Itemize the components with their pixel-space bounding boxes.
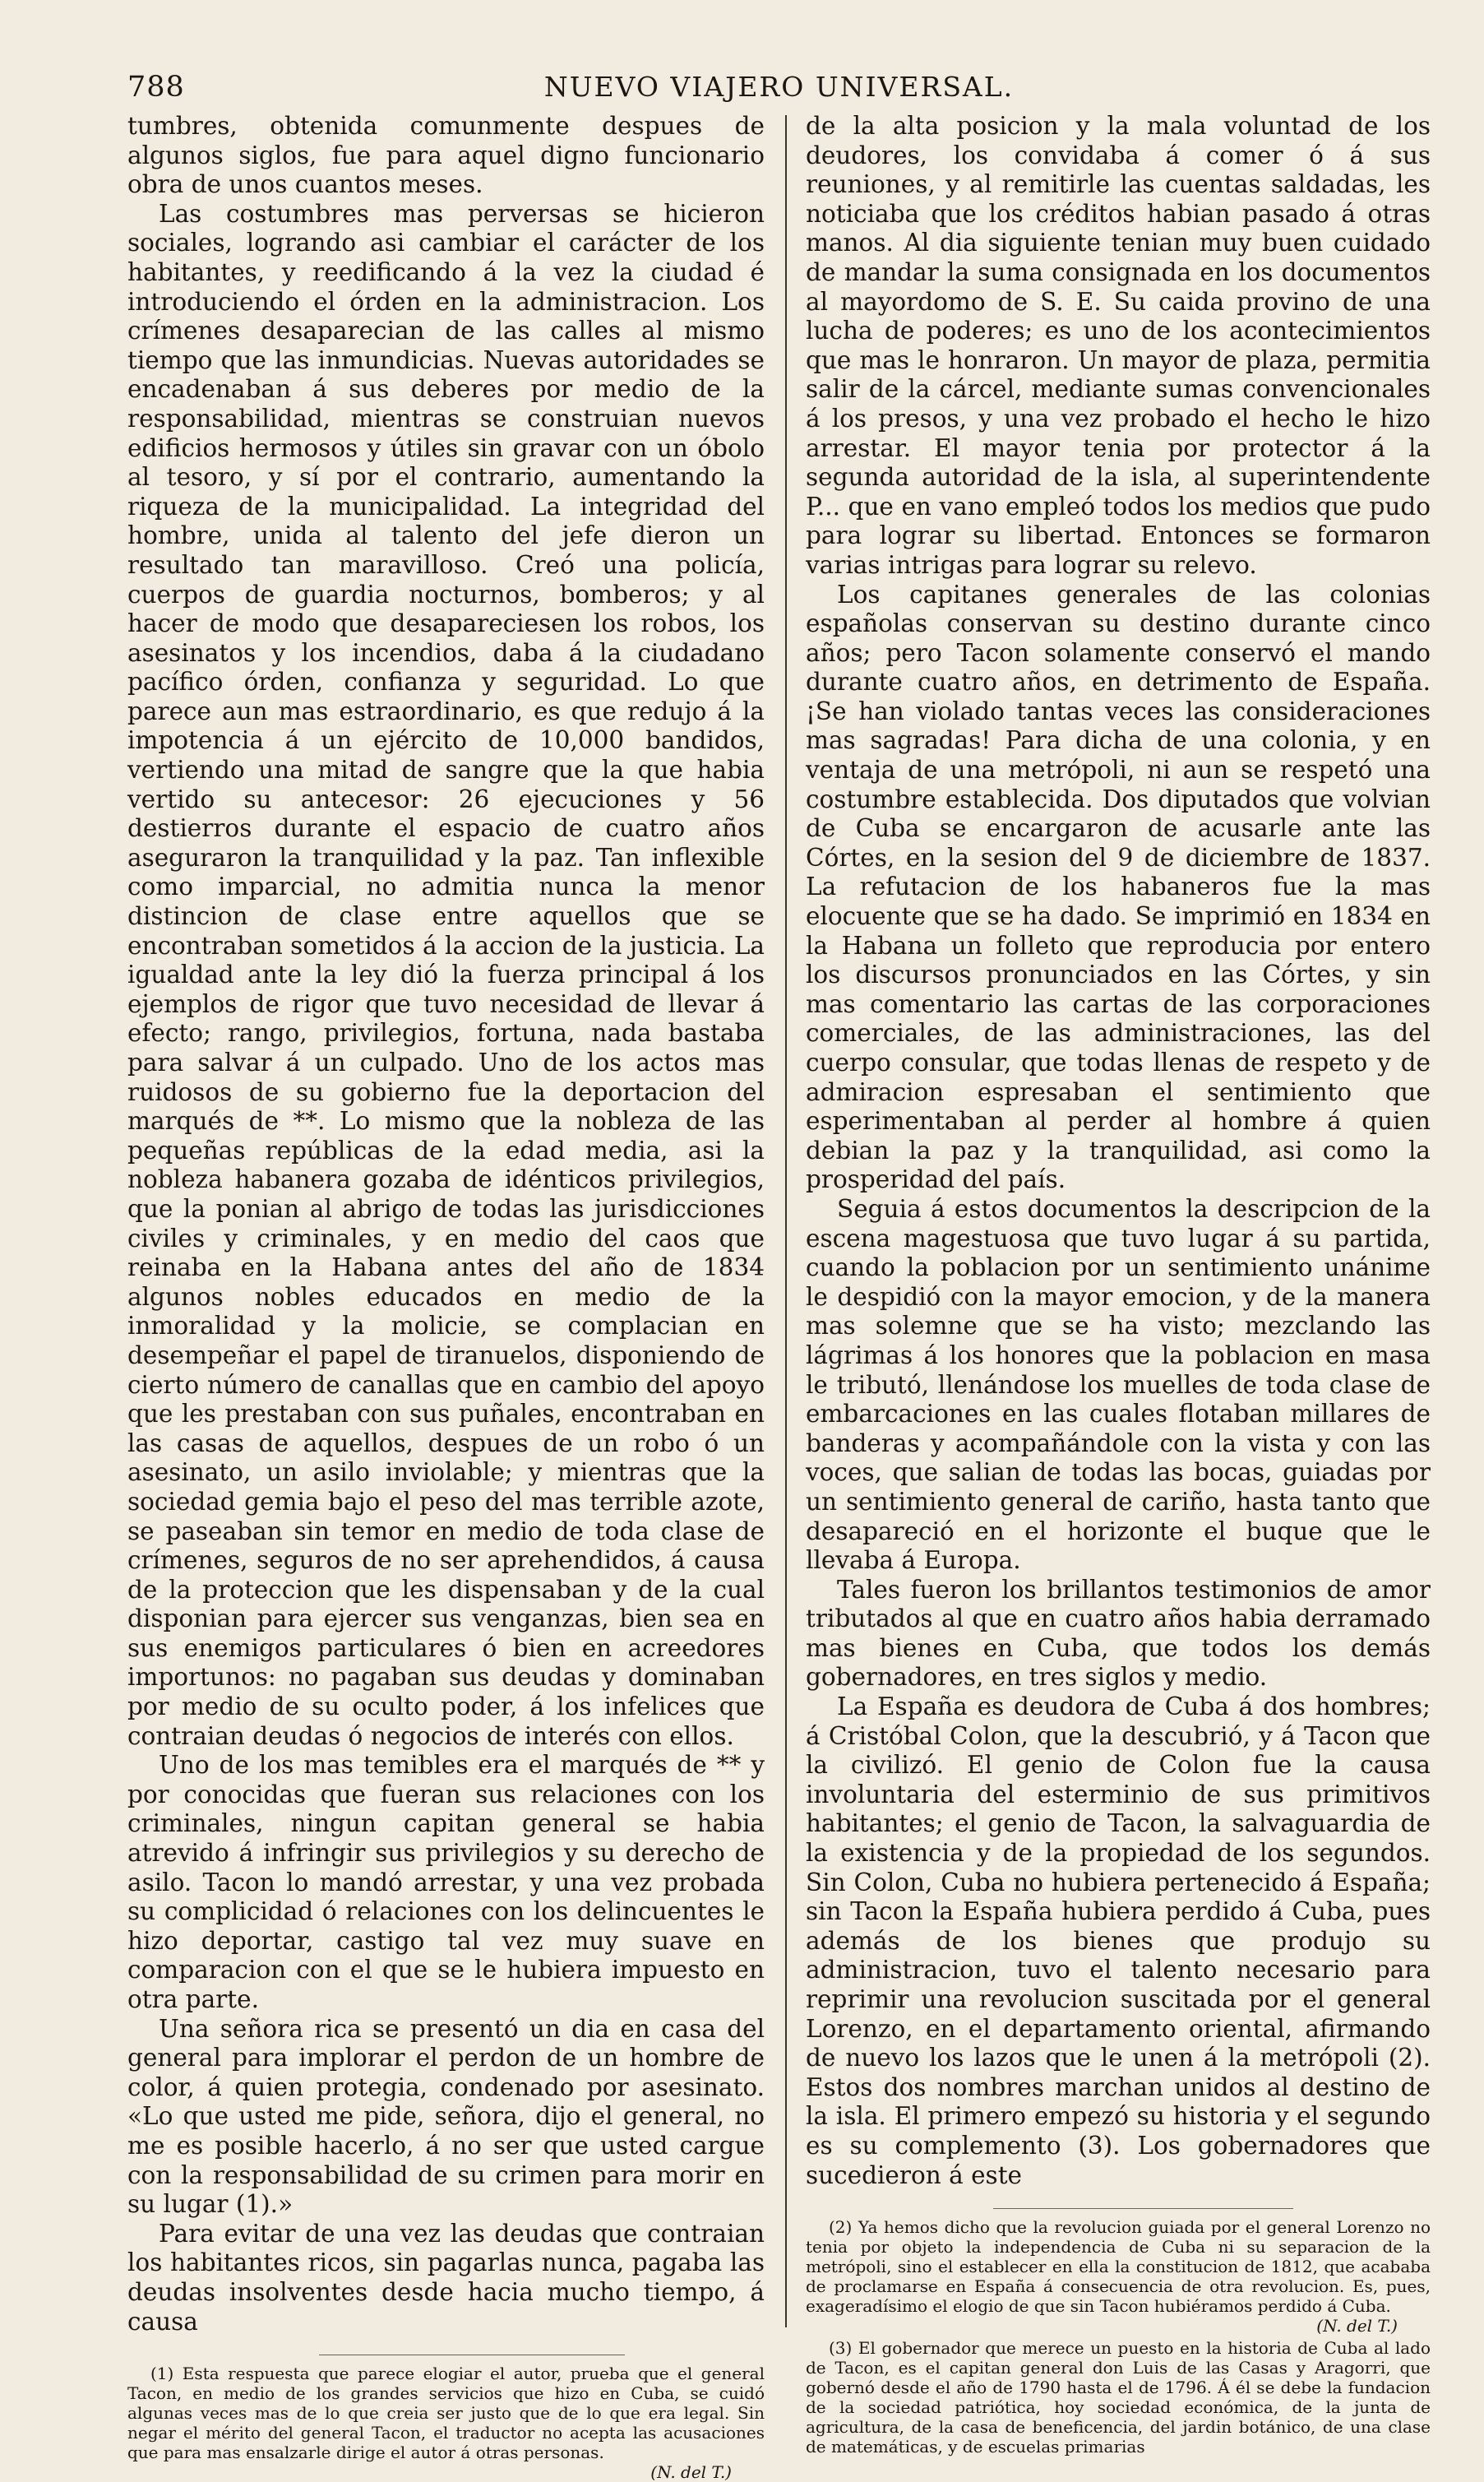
paragraph: Tales fueron los brillantos testimonios de amor tributados al que en cuatro años habia derramado mas bienes en Cuba, que todos los demás gobernadores, en tres siglos y medio. [806,1575,1431,1692]
running-title: NUEVO VIAJERO UNIVERSAL. [543,71,1015,103]
footnote-text: (2) Ya hemos dicho que la revolucion guiada por el general Lorenzo no tenia por objeto la independencia de Cuba ni su separacion de la metrópoli, sino el establecer en ella la constitucion de 1812, que acababa de proclamarse en España á consecuencia de otra revolucion. Es, pues, exageradísimo el elogio de que sin Tacon hubiéramos perdido á Cuba. [806,2217,1431,2317]
footnote-2 [806,2217,1431,2336]
right-column [806,112,1431,2457]
footnote-3 [806,2338,1431,2457]
translator-note-tag: (N. del T.) [1316,2316,1398,2336]
left-body-text [127,112,765,2336]
right-body-text [806,112,1431,2190]
paragraph: Los capitanes generales de las colonias españolas conservan su destino durante cinco años; pero Tacon solamente conservó el mando durante cuatro años, en detrimento de España. ¡Se han violado tantas veces las consideraciones mas sagradas! Para dicha de una colonia, y en ventaja de una metrópoli, ni aun se respetó una costumbre establecida. Dos diputados que volvian de Cuba se encargaron de acusarle ante las Córtes, en la sesion del 9 de diciembre de 1837. La refutacion de los habaneros fue la mas elocuente que se ha dado. Se imprimió en 1834 en la Habana un folleto que reproducia por entero los discursos pronunciados en las Córtes, y sin mas comentario las cartas de las corporaciones comerciales, de las administraciones, las del cuerpo consular, que todas llenas de respeto y de admiracion espresaban el sentimiento que esperimentaban al perder al hombre á quien debian la paz y la tranquilidad, asi como la prosperidad del país. [806,580,1431,1194]
left-footnotes [127,2364,765,2482]
column-divider [785,115,787,2327]
paragraph: tumbres, obtenida comunmente despues de algunos siglos, fue para aquel digno funcionario obra de unos cuantos meses. [127,112,765,199]
left-column [127,112,765,2482]
paragraph: La España es deudora de Cuba á dos hombres; á Cristóbal Colon, que la descubrió, y á Tacon que la civilizó. El genio de Colon fue la causa involuntaria del esterminio de sus primitivos habitantes; el genio de Tacon, la salvaguardia de la existencia y de la propiedad de los segundos. Sin Colon, Cuba no hubiera pertenecido á España; sin Tacon la España hubiera perdido á Cuba, pues además de los bienes que produjo su administracion, tuvo el talento necesario para reprimir una revolucion suscitada por el general Lorenzo, en el departamento oriental, afirmando de nuevo los lazos que le unen á la metrópoli (2). Estos dos nombres marchan unidos al destino de la isla. El primero empezó su historia y el segundo es su complemento (3). Los gobernadores que sucedieron á este [806,1692,1431,2189]
page-header [127,69,1431,105]
translator-note-tag: (N. del T.) [650,2462,732,2482]
paragraph: Una señora rica se presentó un dia en casa del general para implorar el perdon de un hombre de color, á quien protegia, condenado por asesinato. «Lo que usted me pide, señora, dijo el general, no me es posible hacerlo, á no ser que usted cargue con la responsabilidad de su crimen para morir en su lugar (1).» [127,2014,765,2219]
footnote-text: (3) El gobernador que merece un puesto en la historia de Cuba al lado de Tacon, es el capitan general don Luis de las Casas y Aragorri, que gobernó desde el año de 1790 hasta el de 1796. Á él se debe la fundacion de la sociedad patriótica, hoy sociedad económica, de la junta de agricultura, de la casa de beneficencia, del jardin botánico, de una clase de matemáticas, y de escuelas primarias [806,2338,1431,2457]
paragraph: Las costumbres mas perversas se hicieron sociales, logrando asi cambiar el carácter de los habitantes, y reedificando á la vez la ciudad é introduciendo el órden en la administracion. Los crímenes desaparecian de las calles al mismo tiempo que las inmundicias. Nuevas autoridades se encadenaban á sus deberes por medio de la responsabilidad, mientras se construian nuevos edificios hermosos y útiles sin gravar con un óbolo al tesoro, y sí por el contrario, aumentando la riqueza de la municipalidad. La integridad del hombre, unida al talento del jefe dieron un resultado tan maravilloso. Creó una policía, cuerpos de guardia nocturnos, bomberos; y al hacer de modo que desapareciesen los robos, los asesinatos y los incendios, daba á la ciudadano pacífico órden, confianza y seguridad. Lo que parece aun mas estraordinario, es que redujo á la impotencia á un ejército de 10,000 bandidos, vertiendo una mitad de sangre que la que habia vertido su antecesor: 26 ejecuciones y 56 destierros durante el espacio de cuatro años aseguraron la tranquilidad y la paz. Tan inflexible como imparcial, no admitia nunca la menor distincion de clase entre aquellos que se encontraban sometidos á la accion de la justicia. La igualdad ante la ley dió la fuerza principal á los ejemplos de rigor que tuvo necesidad de llevar á efecto; rango, privilegios, fortuna, nada bastaba para salvar á un culpado. Uno de los actos mas ruidosos de su gobierno fue la deportacion del marqués de **. Lo mismo que la nobleza de las pequeñas repúblicas de la edad media, asi la nobleza habanera gozaba de idénticos privilegios, que la ponian al abrigo de todas las jurisdicciones civiles y criminales, y en medio del caos que reinaba en la Habana antes del año de 1834 algunos nobles educados en medio de la inmoralidad y la molicie, se complacian en desempeñar el papel de tiranuelos, disponiendo de cierto número de canallas que en cambio del apoyo que les prestaban con sus puñales, encontraban en las casas de aquellos, despues de un robo ó un asesinato, un asilo inviolable; y mientras que la sociedad gemia bajo el peso del mas terrible azote, se paseaban sin temor en medio de toda clase de crímenes, seguros de no ser aprehendidos, á causa de la proteccion que les dispensaban y de la cual disponian para ejercer sus venganzas, bien sea en sus enemigos particulares ó bien en acreedores importunos: no pagaban sus deudas y dominaban por medio de su oculto poder, á los infelices que contraian deudas ó negocios de interés con ellos. [127,199,765,1750]
paragraph: Uno de los mas temibles era el marqués de ** y por conocidas que fueran sus relaciones con los criminales, ningun capitan general se habia atrevido á infringir sus privilegios y su derecho de asilo. Tacon lo mandó arrestar, y una vez probada su complicidad ó relaciones con los delincuentes le hizo deportar, castigo tal vez muy suave en comparacion con el que se le hubiera impuesto en otra parte. [127,1751,765,2013]
footnote-text: (1) Esta respuesta que parece elogiar el autor, prueba que el general Tacon, en medio de los grandes servicios que hizo en Cuba, se cuidó algunas veces mas de lo que creia ser justo que de lo que era legal. Sin negar el mérito del general Tacon, el traductor no acepta las acusaciones que para mas ensalzarle dirige el autor á otras personas. [127,2364,765,2463]
footnote-rule [993,2208,1293,2209]
paragraph: Para evitar de una vez las deudas que contraian los habitantes ricos, sin pagarlas nunca, pagaba las deudas insolventes desde hacia mucho tiempo, á causa [127,2219,765,2336]
footnote-1 [127,2364,765,2482]
page-number: 788 [127,71,185,104]
paragraph: de la alta posicion y la mala voluntad de los deudores, los convidaba á comer ó á sus reuniones, y al remitirle las cuentas saldadas, les noticiaba que los créditos habian pasado á otras manos. Al dia siguiente tenian muy buen cuidado de mandar la suma consignada en los documentos al mayordomo de S. E. Su caida provino de una lucha de poderes; es uno de los acontecimientos que mas le honraron. Un mayor de plaza, permitia salir de la cárcel, mediante sumas convencionales á los presos, y una vez probado el hecho le hizo arrestar. El mayor tenia por protector á la segunda autoridad de la isla, al superintendente P... que en vano empleó todos los medios que pudo para lograr su libertad. Entonces se formaron varias intrigas para lograr su relevo. [806,112,1431,579]
paragraph: Seguia á estos documentos la descripcion de la escena magestuosa que tuvo lugar á su partida, cuando la poblacion por un sentimiento unánime le despidió con la mayor emocion, y de la manera mas solemne que se ha visto; mezclando las lágrimas á los honores que la poblacion en masa le tributó, llenándose los muelles de toda clase de embarcaciones en las cuales flotaban millares de banderas y acompañándole con la vista y con las voces, que salian de todas las bocas, guiadas por un sentimiento general de cariño, hasta tanto que desapareció en el horizonte el buque que le llevaba á Europa. [806,1194,1431,1575]
right-footnotes [806,2217,1431,2457]
